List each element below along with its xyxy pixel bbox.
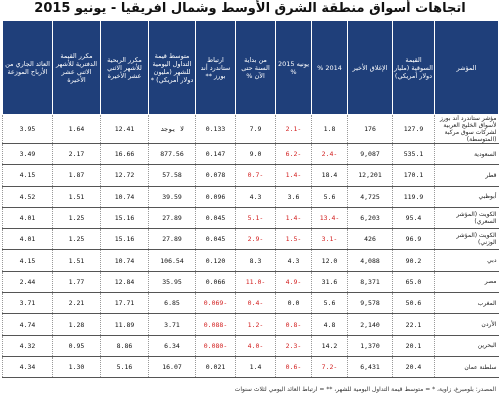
table-cell: 16.07 [149,356,196,377]
table-cell: 0.021 [196,356,236,377]
table-cell: 3.49 [3,144,53,165]
table-cell: لا يوجد [149,115,196,144]
table-cell: 27.89 [149,207,196,228]
header-2014: 2014 % [312,21,348,115]
table-cell: 4,088 [348,250,393,271]
table-cell: 170.1 [393,165,435,186]
table-cell: -5.1 [236,207,276,228]
table-cell: 2,140 [348,314,393,335]
table-cell: 1.87 [53,165,101,186]
row-index-name: المغرب [435,293,499,314]
table-cell: 17.71 [101,293,149,314]
table-cell: -2.9 [236,229,276,250]
table-cell: 1.30 [53,356,101,377]
header-avg-daily-value: متوسط قيمة التداول اليومية للشهر (مليون دولار أمريكي) * [149,21,196,115]
table-cell: 96.9 [393,229,435,250]
row-index-name: الكويت (المؤشر الوزني) [435,229,499,250]
row-index-name: الأردن [435,314,499,335]
table-cell: 426 [348,229,393,250]
table-cell: 4,725 [348,186,393,207]
table-cell: 0.120 [196,250,236,271]
table-cell: 15.16 [101,207,149,228]
table-cell: 12,201 [348,165,393,186]
row-index-name: سلطنة عمان [435,356,499,377]
table-cell: 4.15 [3,250,53,271]
table-cell: 11.89 [101,314,149,335]
table-cell: -0.080 [196,335,236,356]
table-cell: 18.4 [312,165,348,186]
table-cell: 4.74 [3,314,53,335]
table-cell: 6,431 [348,356,393,377]
table-cell: 1.25 [53,229,101,250]
table-cell: 176 [348,115,393,144]
table-cell: 4.52 [3,186,53,207]
table-cell: 2.17 [53,144,101,165]
table-cell: 0.045 [196,207,236,228]
table-cell: 3.6 [276,186,312,207]
table-cell: 4.32 [3,335,53,356]
table-cell: -0.7 [236,165,276,186]
table-row [3,314,499,335]
row-index-name: السعودية [435,144,499,165]
table-cell: -11.0 [236,271,276,292]
footnote: المصدر: بلومبرغ، زاوية، * = متوسط قيمة التداول اليومية للشهر، ** = ارتباط العائد اليومي لثلاث سنوات [234,386,496,393]
table-cell: 10.74 [101,186,149,207]
table-cell: 535.1 [393,144,435,165]
page-title: اتجاهات أسواق منطقة الشرق الأوسط وشمال افريقيا - يونيو 2015 [34,1,466,16]
table-row [3,356,499,377]
table-cell: 4.34 [3,356,53,377]
table-row [3,115,499,144]
header-ytd: من بداية السنة حتى الآن % [236,21,276,115]
header-pb: مكرر القيمة الدفترية للأشهر الاثني عشر الأخيرة [53,21,101,115]
table-row [3,186,499,207]
table-cell: 39.59 [149,186,196,207]
table-row [3,271,499,292]
table-cell: 65.0 [393,271,435,292]
table-cell: -3.1 [312,229,348,250]
table-cell: 1.77 [53,271,101,292]
table-cell: -6.2 [276,144,312,165]
table-cell: 4.01 [3,207,53,228]
table-cell: 6.34 [149,335,196,356]
table-cell: 12.41 [101,115,149,144]
table-cell: 7.9 [236,115,276,144]
table-cell: -1.2 [236,314,276,335]
header-sp-correlation: ارتباط ستاندرد أند بورز ** [196,21,236,115]
header-last-close: الإغلاق الأخير [348,21,393,115]
table-cell: -1.4 [276,207,312,228]
table-cell: -0.6 [276,356,312,377]
table-cell: 877.56 [149,144,196,165]
table-cell: 57.58 [149,165,196,186]
table-cell: 6.85 [149,293,196,314]
table-cell: 12.0 [312,250,348,271]
table-cell: -1.5 [276,229,312,250]
table-row [3,229,499,250]
table-cell: 127.9 [393,115,435,144]
row-index-name: دبي [435,250,499,271]
table-cell: 4.3 [276,250,312,271]
table-cell: -2.1 [276,115,312,144]
table-cell: 0.045 [196,229,236,250]
table-cell: -4.9 [276,271,312,292]
table-cell: 5.16 [101,356,149,377]
table-cell: 0.066 [196,271,236,292]
table-cell: 106.54 [149,250,196,271]
table-cell: 20.4 [393,356,435,377]
table-cell: -2.4 [312,144,348,165]
table-cell: 95.4 [393,207,435,228]
table-cell: 0.078 [196,165,236,186]
table-cell: -0.8 [276,314,312,335]
table-cell: 16.66 [101,144,149,165]
table-cell: 5.6 [312,186,348,207]
table-cell: 4.15 [3,165,53,186]
table-cell: 8.86 [101,335,149,356]
table-cell: 22.1 [393,314,435,335]
header-dividend-yield: العائد الجاري من الأرباح الموزعة [3,21,53,115]
header-pe: مكرر الربحية للأشهر الاثني عشر الأخيرة [101,21,149,115]
table-cell: 10.74 [101,250,149,271]
table-cell: 12.72 [101,165,149,186]
table-row [3,335,499,356]
table-cell: 31.6 [312,271,348,292]
table-cell: -13.4 [312,207,348,228]
table-row [3,293,499,314]
table-cell: -0.088 [196,314,236,335]
table-cell: 4.3 [236,186,276,207]
row-index-name: مؤشر ستاندرد أند بورز لأسواق الخليج العربية لشركات سوق مركبة (المتوسطة) [435,115,499,144]
table-cell: -4.0 [236,335,276,356]
table-body [3,115,499,378]
row-index-name: قطر [435,165,499,186]
table-cell: 1.51 [53,250,101,271]
table-cell: 27.89 [149,229,196,250]
table-cell: 0.096 [196,186,236,207]
table-cell: 3.71 [149,314,196,335]
table-cell: 20.1 [393,335,435,356]
table-cell: 12.84 [101,271,149,292]
table-row [3,165,499,186]
row-index-name: الكويت (المؤشر السعري) [435,207,499,228]
table-cell: 1.64 [53,115,101,144]
market-trends-table [2,20,499,378]
table-cell: 35.95 [149,271,196,292]
row-index-name: البحرين [435,335,499,356]
table-cell: 3.71 [3,293,53,314]
table-cell: 15.16 [101,229,149,250]
table-cell: 3.95 [3,115,53,144]
table-cell: 1.4 [236,356,276,377]
table-cell: -7.2 [312,356,348,377]
table-cell: 9,578 [348,293,393,314]
table-cell: 0.133 [196,115,236,144]
table-cell: 119.9 [393,186,435,207]
table-cell: 6,203 [348,207,393,228]
table-cell: 5.6 [312,293,348,314]
table-cell: 4.8 [312,314,348,335]
table-row [3,207,499,228]
table-cell: 8,371 [348,271,393,292]
header-index: المؤشر [435,21,499,115]
table-cell: 8.3 [236,250,276,271]
table-cell: 0.0 [276,293,312,314]
header-row [3,21,499,115]
table-row [3,144,499,165]
table-row [3,250,499,271]
table-cell: 2.21 [53,293,101,314]
table-cell: 90.2 [393,250,435,271]
table-cell: 14.2 [312,335,348,356]
table-cell: 0.147 [196,144,236,165]
table-cell: 1,370 [348,335,393,356]
header-june-2015: يونيه 2015 % [276,21,312,115]
table-cell: 4.01 [3,229,53,250]
table-cell: -1.4 [276,165,312,186]
table-cell: 1.8 [312,115,348,144]
row-index-name: أبوظبي [435,186,499,207]
table-cell: 1.51 [53,186,101,207]
table-cell: 0.95 [53,335,101,356]
table-cell: -0.069 [196,293,236,314]
table-cell: 1.28 [53,314,101,335]
table-cell: 9.0 [236,144,276,165]
table-cell: 1.25 [53,207,101,228]
table-cell: -0.4 [236,293,276,314]
table-cell: 2.44 [3,271,53,292]
table-cell: -2.3 [276,335,312,356]
row-index-name: مصر [435,271,499,292]
header-market-cap: القيمة السوقية (مليار دولار أمريكي) [393,21,435,115]
table-cell: 9,087 [348,144,393,165]
table-cell: 50.6 [393,293,435,314]
